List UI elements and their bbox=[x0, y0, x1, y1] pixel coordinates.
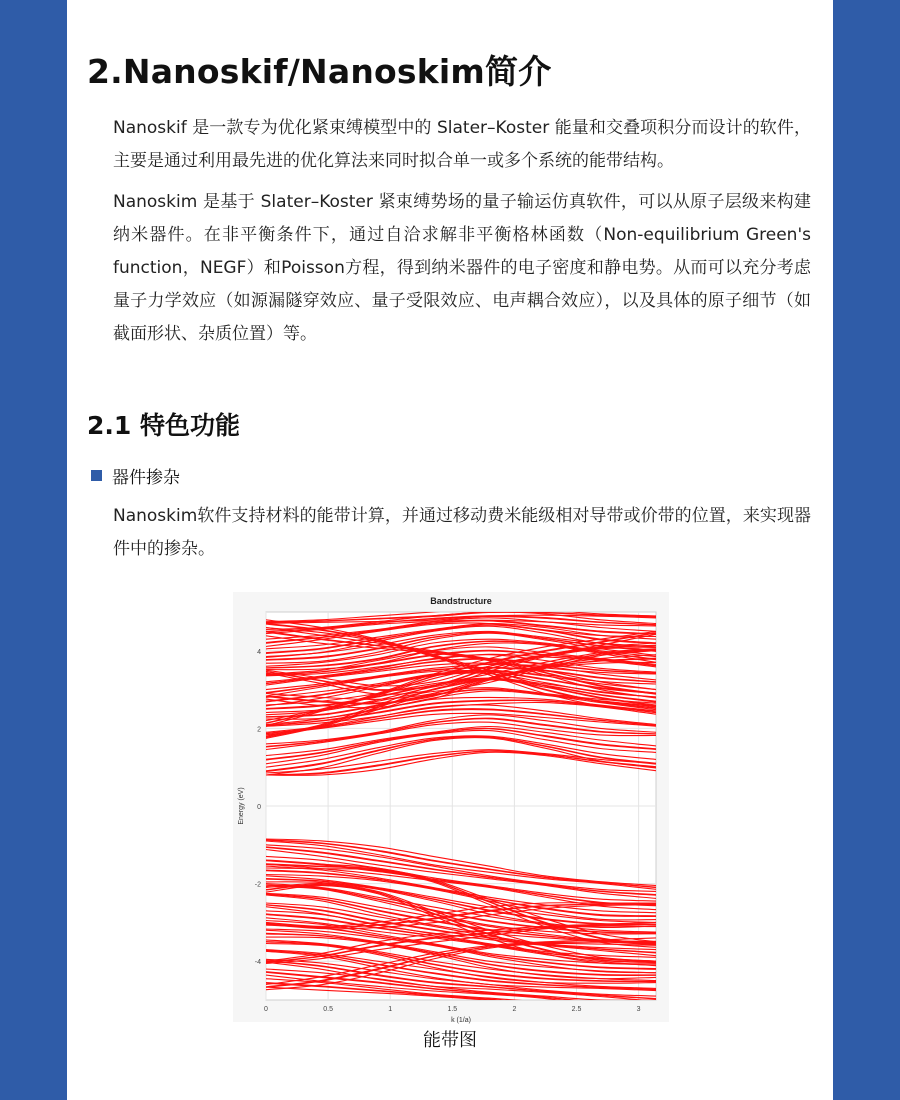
x-tick-label: 2.5 bbox=[571, 1006, 582, 1013]
section-title: 2.Nanoskif/Nanoskim简介 bbox=[87, 52, 552, 91]
x-tick-label: 3 bbox=[636, 1006, 641, 1013]
chart-title: Bandstructure bbox=[430, 596, 492, 606]
y-tick-label: 2 bbox=[257, 726, 261, 734]
subsection-title: 2.1 特色功能 bbox=[87, 411, 240, 440]
x-tick-label: 2 bbox=[512, 1006, 517, 1013]
intro-paragraph-nanoskim: Nanoskim 是基于 Slater–Koster 紧束缚势场的量子输运仿真软件，可以从原子层级来构建纳米器件。在非平衡条件下，通过自洽求解非平衡格林函数（Non-equilibrium Green's function，NEGF）和Poisson方程，得到纳米器件的电子密度和静电势。从而可以充分考虑量子力学效应（如源漏隧穿效应、量子受限效应、电声耦合效应），以及具体的原子细节（如截面形状、杂质位置）等。 bbox=[113, 192, 811, 344]
bandstructure-chart bbox=[231, 580, 671, 1026]
y-tick-label: 0 bbox=[257, 804, 261, 811]
figure-caption: 能带图 bbox=[423, 1030, 477, 1051]
x-tick-label: 0 bbox=[264, 1006, 268, 1013]
feature-bullet-label: 器件掺杂 bbox=[112, 467, 180, 488]
x-tick-label: 0.5 bbox=[323, 1006, 333, 1013]
intro-paragraph-nanoskif: Nanoskif 是一款专为优化紧束缚模型中的 Slater–Koster 能量和交叠项积分而设计的软件，主要是通过利用最先进的优化算法来同时拟合单一或多个系统的能带结构。 bbox=[113, 118, 811, 171]
document-page bbox=[67, 0, 833, 1100]
x-tick-label: 1 bbox=[388, 1006, 393, 1013]
y-axis-label: Energy (eV) bbox=[238, 787, 245, 825]
feature-bullet bbox=[91, 462, 180, 488]
feature-paragraph: Nanoskim软件支持材料的能带计算，并通过移动费米能级相对导带或价带的位置，来实现器件中的掺杂。 bbox=[113, 506, 811, 559]
bandstructure-figure bbox=[231, 580, 671, 1026]
y-tick-label: 4 bbox=[257, 648, 261, 656]
square-bullet-icon bbox=[91, 470, 102, 481]
x-axis-label: k (1/a) bbox=[451, 1017, 471, 1024]
x-tick-label: 1.5 bbox=[447, 1006, 458, 1013]
y-tick-label: -4 bbox=[254, 959, 261, 967]
y-tick-label: -2 bbox=[254, 881, 261, 889]
